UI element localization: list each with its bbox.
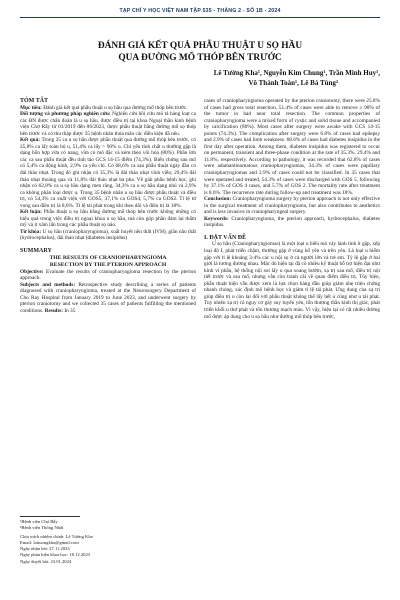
vn-keywords: Từ khóa: U sọ hầu (craniopharyngioma), xuất huyết nền thất (IVH), giãn não thất (hydrocephalus), đái tháo nhạt (diabetes insipidus) bbox=[20, 228, 196, 242]
authors-line-2: Võ Thành Toàn¹, Lê Bá Tùng² bbox=[248, 78, 338, 87]
author-list bbox=[130, 69, 380, 88]
vn-methods: Đối tượng và phương pháp nghiên cứu: Nghiên cứu hồi cứu mô tả hàng loạt ca các BN được chẩn đoán là u sọ hầu, được điều trị tại khoa Ngoại thần kinh bệnh viện Chợ Rẫy từ 01/2019 đến 06/2023, được phẫu thuật bằng đường mổ sọ thóp bên trước và có thu thập được 35 bệnh nhân thỏa mãn các điều kiện đã nêu. bbox=[20, 111, 196, 137]
en-title-line-2: RESECTION BY THE PTERION APPROACH bbox=[49, 261, 167, 268]
en-keywords: Keywords: Craniopharyngioma, the pterion approach, hydrocephalus, diabetes insipidus. bbox=[204, 215, 380, 229]
vn-conclusion: Kết luận: Phẫu thuật u sọ hầu bằng đường mổ thóp bên trước không những có hiệu quả trong việc điều trị ngoại khoa u sọ hầu, mà còn góp phần đảm lại thẩm mỹ và ít xâm lấn trong các phẫu thuật sọ não. bbox=[20, 209, 196, 229]
authors-line-1: Lê Tường Kha¹, Nguyễn Kim Chung¹, Trần Minh Huy¹, bbox=[213, 69, 380, 77]
corresponding-author: Chịu trách nhiệm chính: Lê Tường Kha bbox=[20, 534, 93, 540]
accepted-date: Ngày duyệt bài: 23.01.2024 bbox=[20, 558, 72, 564]
en-results-cont: cases of craniopharyngioma operated by the pterion craniotomy, there were 25.8% of cases had gross total resection, 51.4% of cases were able to remove ≥ 90% of the tumor in had near total resection. The common properties of craniopharyngioma were a mixed form of cystic and solid tissue and accompanied by calcification (80%). Most cases after surgery were awake with GCS 14-15 points (74.3%). The complication after surgery were 6.8% of cases had epilepsy and 2.9% of cases had limb weakness. 68.6% of cases had diabetes insipidus in the first day after operation. Among them, diabetes insipidus was registered to occur on permanent, transient and three-phase condition at the rate of 35.3%, 29.4% and 11.8%, respectively. According to pathology, it was recorded that 62.8% of cases were adamantinomatous craniopharyngiomas, 34.3% of cases were papillary craniopharyngiomas and 2.9% of cases could not be classified. In 35 cases that were operated and treated, 54.3% of cases were discharged with GOS 5, following by 37.1% of GOS 4 cases, and 5.7% of GOS 2. The mortality rate after treatment is 8.6%. The recurrence rate during follow-up and treatment was 18%. bbox=[204, 98, 380, 196]
vn-abstract-heading: TÓM TẮT bbox=[20, 98, 49, 104]
journal-header: TẠP CHÍ Y HỌC VIỆT NAM TẬP 535 - THÁNG 2 - SỐ 1B - 2024 bbox=[119, 8, 281, 14]
vn-results: Kết quả: Trong 35 ca u sọ hầu được phẫu thuật qua đường mổ thóp bên trước, có 25,8% ca lấy toàn bộ u, 51,4% ca lấy > 90% u. Chỉ yếu tính chất u thường gặp là dạng hỗn hợp vừa có nang, vừa có mô đặc và kèm theo vôi hóa (80%). Phần lớn các ca sau phẫu thuật đều tỉnh táo GCS 14-15 điểm (74,3%). Biến chứng sau mổ có 5,4% ca động kinh, 2,9% ca yếu chi. Có 68,6% ca sau phẫu thuật ngày đầu có đái tháo nhạt. Trong đó ghi nhận có 35,3% là đái tháo nhạt vĩnh viễn, 29,4% đái tháo nhạt thoáng qua và 11,8% đái tháo nhạt ba pha. Về giải phẫu bệnh học, ghi nhận có 62,8% ca u sọ hầu dạng men răng, 34,3% ca u sọ hầu dạng nhú và 2,9% ca không phân loại được u. Trong 35 bệnh nhân u sọ hầu được phẫu thuật và điều trị, có 54,3% ca xuất viện với GOS5, 37,1% ca GOS4, 5,7% ca GOS2. Tỉ lệ tử vong sau điều trị là 8,6%. Tỉ lệ tái phát trong khi theo dõi và điều trị là 18%. bbox=[20, 137, 196, 209]
right-column bbox=[204, 98, 380, 320]
affiliation-1: ¹Bệnh viện Chợ Rẫy bbox=[20, 519, 58, 524]
en-subjects: Subjects and methods: Retrospective study describing a series of patients diagnosed with craniopharyngioma, treated at the Neurosurgery Department of Cho Ray Hospital from January 2019 to June 2023, and underwent surgery by pterion craniotomy and we collected 35 cases of patients fulfilling the mentioned conditions. Results: In 35 bbox=[20, 281, 196, 314]
left-column bbox=[20, 98, 196, 314]
affiliation-2: ²Bệnh viện Thống Nhất bbox=[20, 525, 64, 531]
en-conclusion: Conclusion: Craniopharyngioma surgery by pterion approach is not only effective in the surgical treatment of craniopharyngioma, but also contributes to aesthetics and is less invasive in craniopharyngeal surgery. bbox=[204, 196, 380, 216]
en-summary-heading: SUMMARY bbox=[20, 248, 52, 255]
title-line-2: QUA ĐƯỜNG MỔ THÓP BÊN TRƯỚC bbox=[118, 53, 282, 63]
title-line-1: ĐÁNH GIÁ KẾT QUẢ PHẪU THUẬT U SỌ HẦU bbox=[97, 41, 303, 51]
header-rule bbox=[20, 17, 380, 18]
footnotes bbox=[20, 519, 196, 565]
article-title bbox=[40, 40, 360, 64]
intro-text: U sọ hầu (Craniopharyngiomas) là một loại u biểu mô vảy lành tính ít gặp, xếp loại độ I, phát triển chậm, thường gặp ở vùng hố yên và trên yên. Là loại u hiếm gặp với tỉ lệ khoảng 3-4% các u nội sọ ở cả người lớn và trẻ em. Tỷ lệ gặp ở hai giới là tương đương nhau. Mặc dù hiện tại đã có nhiều kỹ thuật hỗ trợ hiện đại như kính vi phẫu, hệ thống nội soi lấy u qua xoang bướm, xạ trị sau mổ, điều trị nội tiết trước và sau mổ, nhưng vẫn còn tranh cãi về quan điểm điều trị. Tùy hiện, phẫu thuật hiện vẫn được xem là lựa chọn hàng đầu giúp giảm nhẹ triệu chứng nhanh chóng, xác định mô bệnh học và giảm tỉ lệ tái phát. Ưng dụng của xạ trị giúp điều trị u còn lại đối với phẫu thuật không thể lấy hết u cũng như u tái phát. Tuy nhiên xạ trị có nguy cơ gây suy tuyến yên, tổn thương thần kinh thị giác, phát triển khối u thứ phát và tổn thương mạch máu. Vì vậy, hiện tại có rất nhiều đường mổ được áp dụng cho u sọ hầu như đường mổ thóp bên trước, bbox=[204, 241, 380, 320]
intro-heading: I. ĐẶT VẤN ĐỀ bbox=[204, 234, 247, 241]
email: Email: lattuongkha@gmail.com bbox=[20, 540, 79, 546]
vn-objective: Mục tiêu: Đánh giá kết quả phẫu thuật u sọ hầu qua đường mổ thóp bên trước. bbox=[20, 104, 188, 111]
reviewed-date: Ngày phản biện khoa học: 18.12.2023 bbox=[20, 552, 91, 558]
en-objective: Objective: Evaluate the results of craniopharyngioma resection by the pterion approach. bbox=[20, 268, 196, 282]
footnote-rule bbox=[20, 516, 80, 517]
received-date: Ngày nhận bài: 27.11.2023 bbox=[20, 546, 70, 552]
en-title-line-1: THE RESULTS OF CRANIOPHARYNGIOMA bbox=[49, 254, 167, 261]
